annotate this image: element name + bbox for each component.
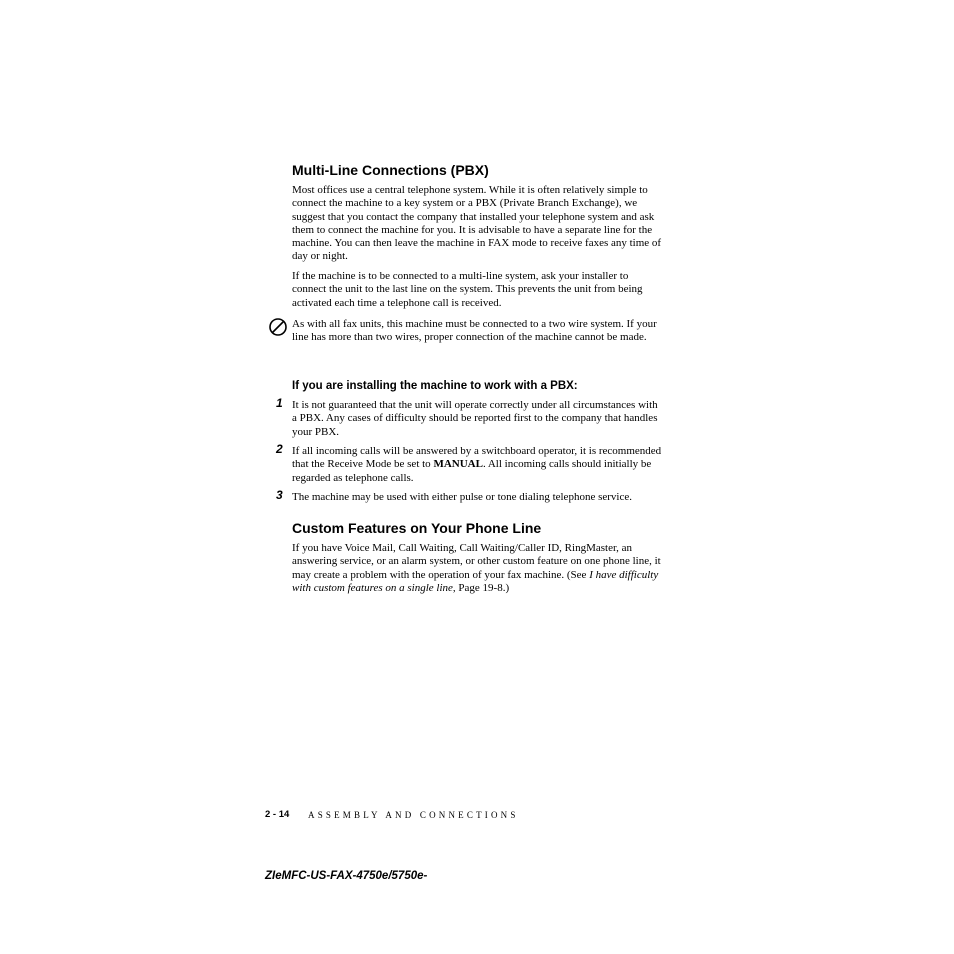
- note-two-wire: As with all fax units, this machine must be connected to a two wire system. If your line has more than two wires, proper connection of the machine cannot be made.: [292, 318, 657, 344]
- cross-reference: I have difficulty with custom features on a single line,: [292, 568, 659, 594]
- paragraph-pbx-intro: Most offices use a central telephone system. While it is often relatively simple to connect the machine to a key system or a PBX (Private Branch Exchange), we suggest that you contact the company that installed your telephone system and ask them to connect the machine for you. It is advisable to have a separate line for the machine. You can then leave the machine in FAX mode to receive faxes any time of day or night.: [292, 184, 662, 263]
- paragraph-custom-features: If you have Voice Mail, Call Waiting, Call Waiting/Caller ID, RingMaster, an answering service, or an alarm system, or other custom feature on one phone line, it may create a problem with the operation of your fax machine. (See I have difficulty with custom features on a single line, Page 19-8.): [292, 542, 661, 594]
- section-title-pbx: Multi-Line Connections (PBX): [292, 162, 489, 178]
- paragraph-pbx-multiline: If the machine is to be connected to a multi-line system, ask your installer to connect the unit to the last line on the system. This prevents the unit from being activated each time a telephone call is received.: [292, 270, 643, 309]
- list-item-1: It is not guaranteed that the unit will operate correctly under all circumstances with a PBX. Any cases of difficulty should be reported first to the company that handles your PBX.: [292, 399, 658, 438]
- list-number-1: 1: [276, 396, 283, 410]
- section-title-custom-features: Custom Features on Your Phone Line: [292, 520, 542, 536]
- prohibited-icon: [268, 317, 288, 337]
- footer-section-name: ASSEMBLY AND CONNECTIONS: [308, 810, 519, 820]
- subtitle-pbx-install: If you are installing the machine to work with a PBX:: [292, 380, 578, 392]
- document-id: ZIeMFC-US-FAX-4750e/5750e-: [265, 870, 428, 882]
- manual-mode-label: MANUAL: [433, 458, 483, 471]
- page-number: 2 - 14: [265, 809, 290, 820]
- list-number-3: 3: [276, 488, 283, 502]
- list-item-3: The machine may be used with either pulse or tone dialing telephone service.: [292, 491, 632, 503]
- list-number-2: 2: [276, 442, 283, 456]
- list-item-2: If all incoming calls will be answered by a switchboard operator, it is recommended that the Receive Mode be set to MANUAL. All incoming calls should initially be regarded as telephone calls.: [292, 445, 662, 484]
